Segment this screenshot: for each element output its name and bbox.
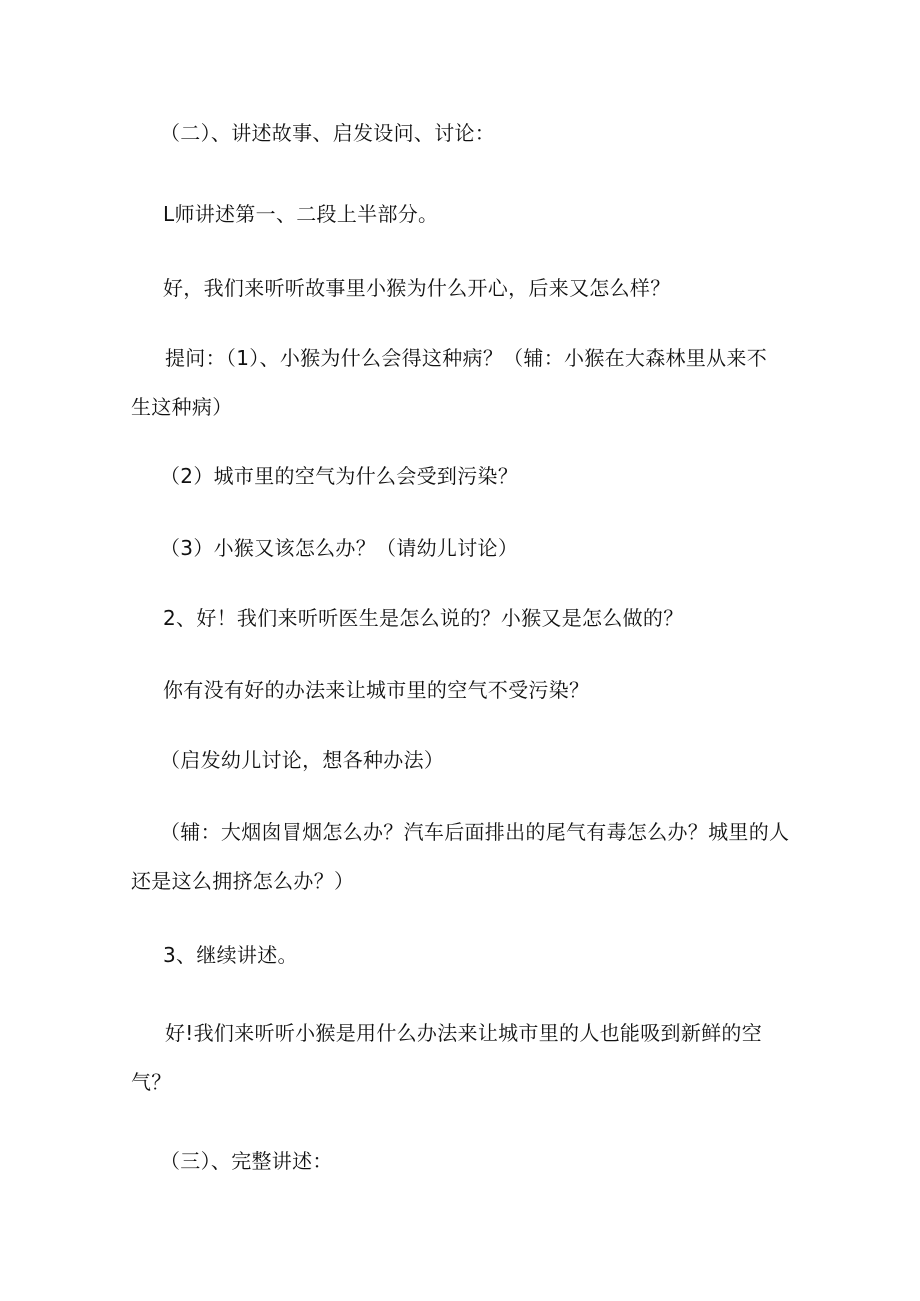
paragraph-fresh-air-question-continued: 气？ [131, 1070, 172, 1094]
paragraph-question-two: （2）城市里的空气为什么会受到污染？ [160, 464, 519, 488]
paragraph-question-one: 提问：（1）、小猴为什么会得这种病？（辅：小猴在大森林里从来不 [165, 346, 768, 370]
paragraph-pollution-question: 你有没有好的办法来让城市里的空气不受污染？ [163, 678, 590, 702]
paragraph-intro-question: 好，我们来听听故事里小猴为什么开心，后来又怎么样？ [163, 276, 671, 300]
paragraph-step-three: 3、继续讲述。 [163, 943, 298, 967]
section-heading-two: （二）、讲述故事、启发设问、讨论： [160, 121, 496, 145]
paragraph-auxiliary-questions-continued: 还是这么拥挤怎么办？） [131, 869, 355, 893]
paragraph-auxiliary-questions: （辅：大烟囱冒烟怎么办？汽车后面排出的尾气有毒怎么办？城里的人 [160, 820, 790, 844]
section-heading-three: （三）、完整讲述： [160, 1149, 333, 1173]
paragraph-fresh-air-question: 好!我们来听听小猴是用什么办法来让城市里的人也能吸到新鲜的空 [165, 1021, 763, 1045]
paragraph-question-one-continued: 生这种病） [131, 395, 233, 419]
paragraph-question-three: （3）小猴又该怎么办？（请幼儿讨论） [160, 536, 519, 560]
paragraph-step-two: 2、好！我们来听听医生是怎么说的？小猴又是怎么做的？ [163, 606, 684, 630]
paragraph-teacher-narration: L师讲述第一、二段上半部分。 [163, 202, 439, 226]
paragraph-discussion-prompt: （启发幼儿讨论，想各种办法） [160, 748, 445, 772]
